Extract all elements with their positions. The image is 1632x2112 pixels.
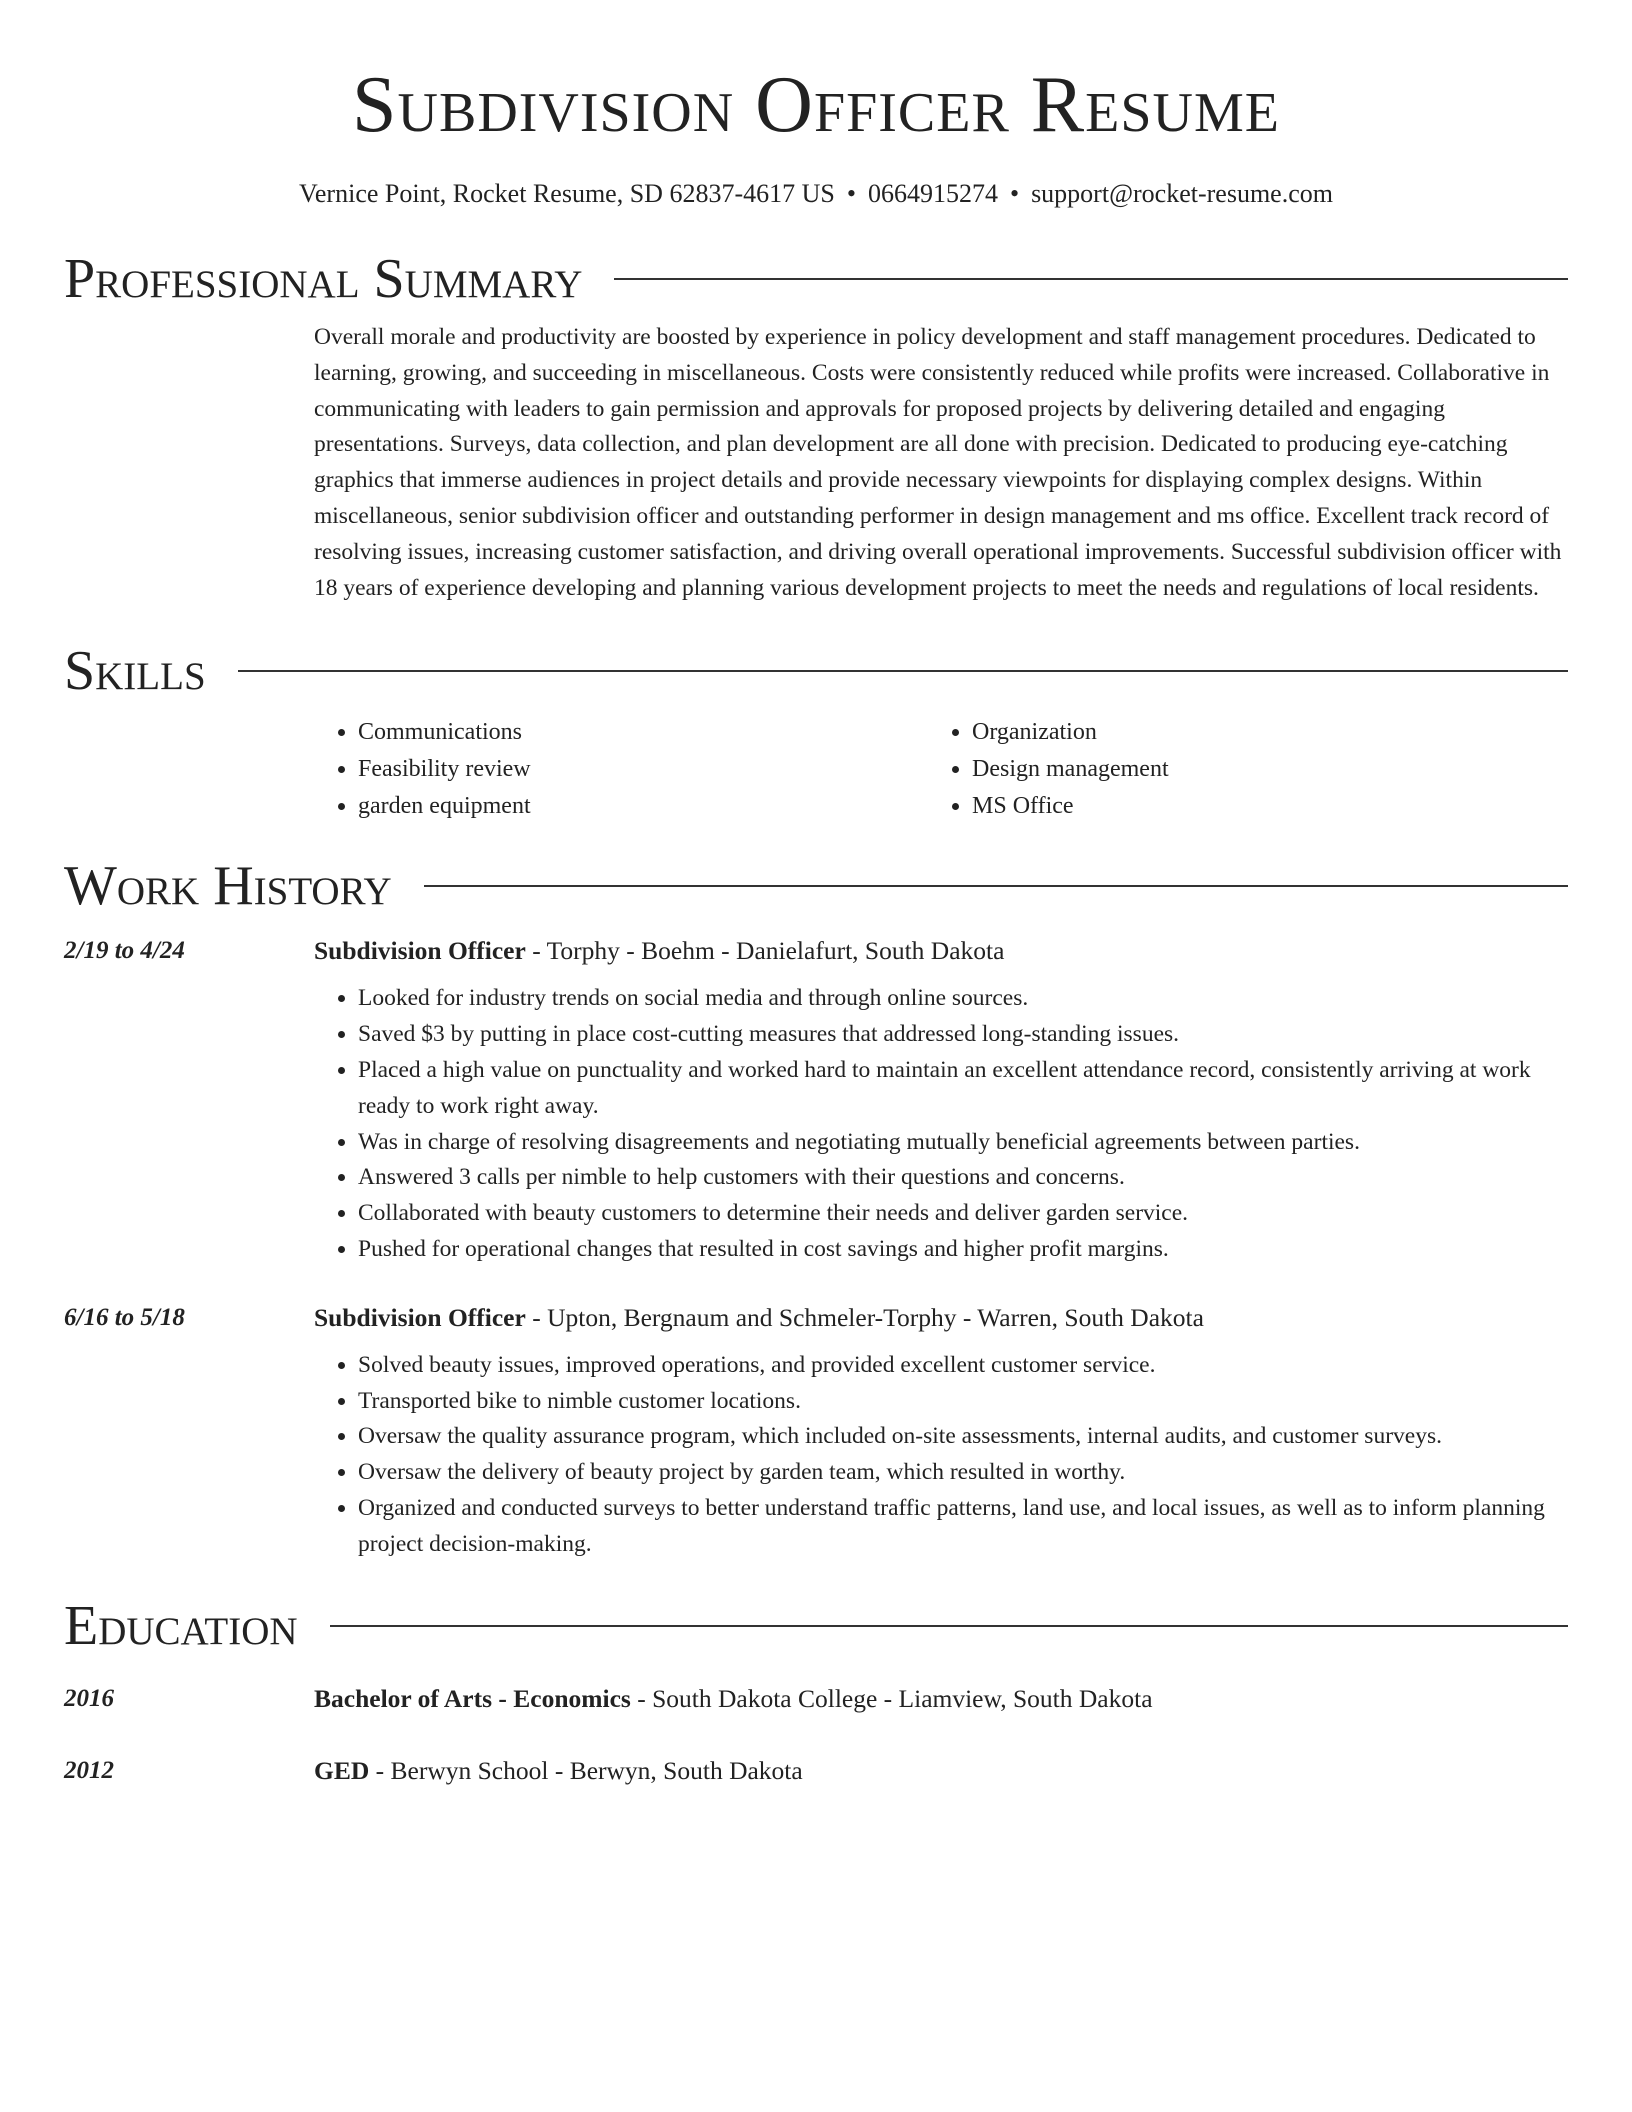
job-title: Subdivision Officer [314, 1302, 526, 1332]
section-divider [330, 1625, 1568, 1627]
education-entry [64, 1751, 1568, 1801]
education-details: - Berwyn School - Berwyn, South Dakota [369, 1755, 803, 1785]
job-details: - Upton, Bergnaum and Schmeler-Torphy - Warren, South Dakota [525, 1302, 1204, 1332]
job-entry [64, 1298, 1568, 1563]
section-divider [424, 885, 1568, 887]
work-header [64, 851, 1568, 921]
resume-page [64, 0, 1568, 1801]
job-dates: 6/16 to 5/18 [64, 1303, 185, 1331]
skill-item: • garden equipment [358, 788, 928, 825]
job-bullet: • Solved beauty issues, improved operations, and provided excellent customer service. [358, 1348, 1568, 1384]
summary-heading: Professional Summary [64, 248, 583, 310]
education-header-line [314, 1679, 1568, 1719]
contact-phone: 0664915274 [867, 179, 998, 208]
education-year: 2016 [64, 1684, 114, 1712]
job-title: Subdivision Officer [314, 936, 526, 966]
education-body [314, 1751, 1568, 1791]
resume-title: Subdivision Officer Resume [352, 61, 1280, 149]
contact-email: support@rocket-resume.com [1031, 179, 1333, 208]
job-details: - Torphy - Boehm - Danielafurt, South Dakota [525, 936, 1005, 966]
job-body [314, 931, 1568, 1267]
education-details: - South Dakota College - Liamview, South Dakota [630, 1683, 1153, 1713]
contact-address: Vernice Point, Rocket Resume, SD 62837-4617 US [299, 179, 835, 208]
skills-columns [314, 714, 1568, 825]
education-body [314, 1679, 1568, 1719]
job-bullets [314, 1348, 1568, 1563]
job-bullets [314, 981, 1568, 1267]
section-divider [614, 278, 1568, 280]
job-bullet: • Oversaw the quality assurance program, which included on-site assessments, internal audits, and customer surveys. [358, 1419, 1568, 1455]
job-body [314, 1298, 1568, 1563]
job-bullet: • Looked for industry trends on social media and through online sources. [358, 981, 1568, 1017]
job-bullet: • Oversaw the delivery of beauty project by garden team, which resulted in worthy. [358, 1455, 1568, 1491]
job-entry [64, 931, 1568, 1267]
education-header [64, 1591, 1568, 1661]
education-entry [64, 1679, 1568, 1729]
education-degree: GED [314, 1755, 370, 1785]
skills-column-left [314, 714, 928, 825]
skill-item: • Communications [358, 714, 928, 751]
work-heading: Work History [64, 855, 392, 918]
work-section [64, 851, 1568, 1562]
job-bullet: • Answered 3 calls per nimble to help customers with their questions and concerns. [358, 1160, 1568, 1196]
job-bullet: • Collaborated with beauty customers to determine their needs and deliver garden service. [358, 1196, 1568, 1232]
skills-column-right [928, 714, 1542, 825]
job-bullet: • Pushed for operational changes that resulted in cost savings and higher profit margins. [358, 1232, 1568, 1268]
skill-item: • Feasibility review [358, 751, 928, 788]
summary-section [64, 244, 1568, 606]
job-bullet: • Saved $3 by putting in place cost-cutting measures that addressed long-standing issues. [358, 1017, 1568, 1053]
skill-item: • Organization [972, 714, 1542, 751]
section-divider [238, 670, 1568, 672]
job-header [314, 1298, 1568, 1338]
skill-item: • MS Office [972, 788, 1542, 825]
job-dates: 2/19 to 4/24 [64, 937, 185, 965]
education-section [64, 1591, 1568, 1801]
skills-heading: Skills [64, 640, 206, 703]
job-bullet: • Was in charge of resolving disagreements and negotiating mutually beneficial agreements between parties. [358, 1125, 1568, 1161]
job-header [314, 931, 1568, 971]
skills-header [64, 636, 1568, 706]
education-heading: Education [64, 1594, 298, 1657]
summary-header [64, 244, 1568, 314]
education-year: 2012 [64, 1756, 114, 1784]
contact-separator: • [1009, 179, 1020, 208]
skills-section [64, 636, 1568, 825]
job-bullet: • Placed a high value on punctuality and worked hard to maintain an excellent attendance record, consistently arriving at work ready to work right away. [358, 1053, 1568, 1125]
job-bullet: • Organized and conducted surveys to better understand traffic patterns, land use, and local issues, as well as to inform planning project decision-making. [358, 1491, 1568, 1563]
contact-line [64, 178, 1568, 210]
summary-text: Overall morale and productivity are boosted by experience in policy development and staff management procedures. Dedicated to learning, growing, and succeeding in miscellaneous. Costs were consistently reduced while profits were increased. Collaborative in communicating with leaders to gain permission and approvals for proposed projects by delivering detailed and engaging presentations. Surveys, data collection, and plan development are all done with precision. Dedicated to producing eye-catching graphics that immerse audiences in project details and provide necessary viewpoints for displaying complex designs. Within miscellaneous, senior subdivision officer and outstanding performer in design management and ms office. Excellent track record of resolving issues, increasing customer satisfaction, and driving overall operational improvements. Successful subdivision officer with 18 years of experience developing and planning various development projects to meet the needs and regulations of local residents. [314, 324, 1562, 601]
education-degree: Bachelor of Arts - Economics [314, 1683, 631, 1713]
job-bullet: • Transported bike to nimble customer locations. [358, 1384, 1568, 1420]
education-header-line [314, 1751, 1568, 1791]
contact-separator: • [846, 179, 856, 208]
skill-item: • Design management [972, 751, 1542, 788]
